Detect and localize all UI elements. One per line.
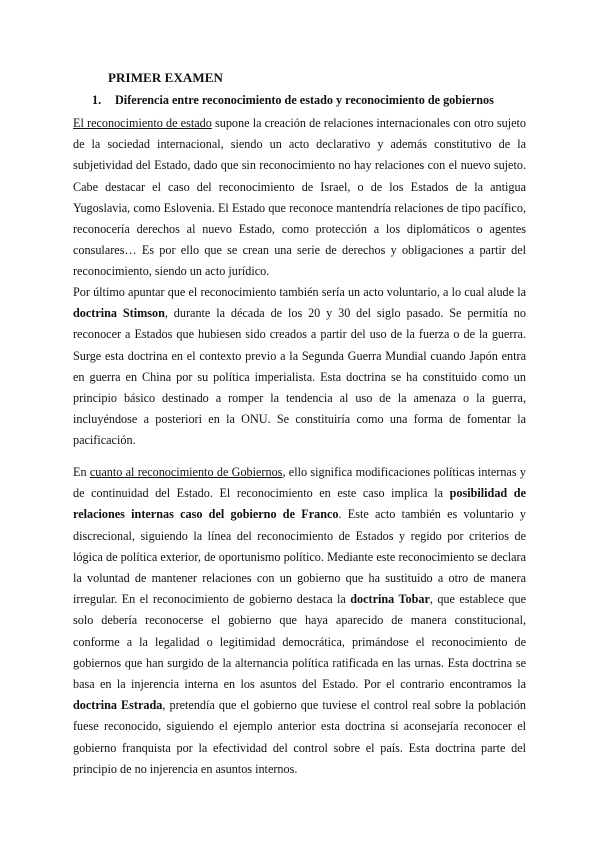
paragraph-text: , que establece que solo debería reconocerse el gobierno que haya aparecido de manera constitucional, conforme a la legalidad o legitimidad democrática, primándose el reconocimiento de gobiernos que han surgido de la alternancia política ratificada en las urnas. Esta doctrina se basa en la injerencia interna en los asuntos del Estado. Por el contrario encontramos la [73,592,526,692]
paragraph-text: En [73,465,90,479]
exam-title: PRIMER EXAMEN [108,70,224,85]
bold-term-tobar: doctrina Tobar [350,592,430,607]
underlined-term-state-recognition: El reconocimiento de estado [73,116,212,130]
paragraph-text: , durante la década de los 20 y 30 del siglo pasado. Se permitía no reconocer a Estados que hubiesen sido creados a partir del uso de la fuerza o de la guerra. Surge esta doctrina en el contexto previo a la Segunda Guerra Mundial cuando Japón entra en guerra en China por su política imperialista. Esta doctrina se ha constituido como un principio básico destinado a romper la tendencia al uso de la amenaza o la guerra, incluyéndose a posteriori en la ONU. Se constituiría como una forma de fomentar la pacificación. [73,306,526,448]
paragraph-text: Por último apuntar que el reconocimiento también sería un acto voluntario, a lo cual alude la [73,285,526,299]
paragraph-stimson-doctrine [73,282,526,452]
section-heading [92,93,494,108]
bold-term-franco: posibilidad de relaciones internas caso del gobierno de Franco [73,486,526,522]
paragraph-text: , pretendía que el gobierno que tuviese el control real sobre la población fuese reconocido, siguiendo el ejemplo anterior esta doctrina si aconsejaría reconocer el gobierno franquista por la efectividad del control sobre el país. Esta doctrina parte del principio de no injerencia en asuntos internos. [73,698,527,776]
paragraph-state-recognition [73,113,526,283]
paragraph-government-recognition [73,462,526,780]
section-number: 1. [92,93,102,107]
bold-term-stimson: doctrina Stimson [73,306,165,321]
paragraph-text: supone la creación de relaciones internacionales con otro sujeto de la sociedad internacional, siendo un acto declarativo y además constitutivo de la subjetividad del Estado, dado que sin reconocimiento no hay relaciones con el nuevo sujeto. Cabe destacar el caso del reconocimiento de Israel, o de los Estados de la antigua Yugoslavia, como Eslovenia. El Estado que reconoce mantendría relaciones de tipo pacífico, reconocería derechos al nuevo Estado, como protección a los diplomáticos o agentes consulares… Es por ello que se crean una serie de derechos y obligaciones a partir del reconocimiento, siendo un acto jurídico. [73,116,526,279]
section-heading-text: Diferencia entre reconocimiento de estado y reconocimiento de gobiernos [115,93,494,107]
bold-term-estrada: doctrina Estrada [73,698,163,713]
paragraph-text: . Este acto también es voluntario y discrecional, siguiendo la línea del reconocimiento de Estados y regido por criterios de lógica de política exterior, de oportunismo político. Mediante este reconocimiento se declara la voluntad de mantener relaciones con un gobierno que ha sustituido a otro de manera irregular. En el reconocimiento de gobierno destaca la [73,507,526,607]
paragraph-text: , ello significa modificaciones políticas internas y de continuidad del Estado. El reconocimiento en este caso implica la [73,465,526,501]
underlined-term-government-recognition: cuanto al reconocimiento de Gobiernos [89,465,283,479]
